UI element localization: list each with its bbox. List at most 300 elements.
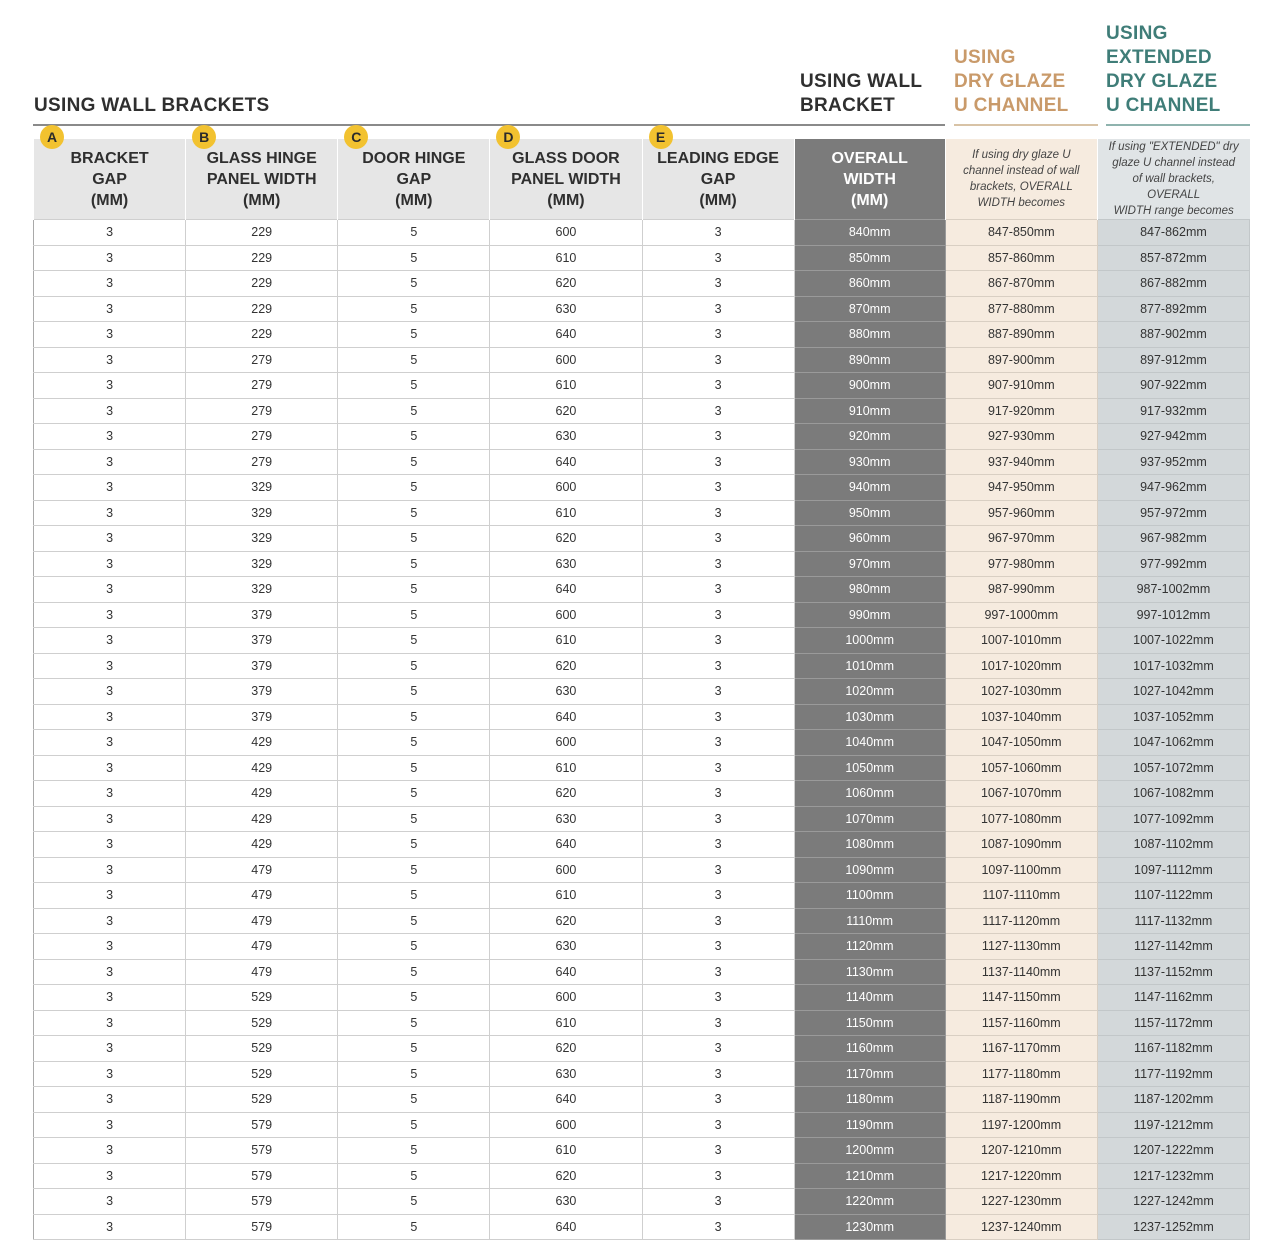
cell-dry-glaze-width: 907-910mm: [945, 373, 1097, 399]
cell-glass-hinge-panel-width: 379: [186, 602, 338, 628]
table-row: [34, 959, 1250, 985]
cell-overall-width: 1010mm: [794, 653, 945, 679]
cell-bracket-gap: 3: [34, 985, 186, 1011]
table-row: [34, 755, 1250, 781]
cell-glass-hinge-panel-width: 279: [186, 347, 338, 373]
cell-dry-glaze-width: 1207-1210mm: [945, 1138, 1097, 1164]
cell-extended-width: 897-912mm: [1097, 347, 1249, 373]
cell-glass-hinge-panel-width: 529: [186, 985, 338, 1011]
cell-glass-hinge-panel-width: 579: [186, 1163, 338, 1189]
cell-overall-width: 880mm: [794, 322, 945, 348]
table-header-row: [34, 139, 1250, 220]
cell-leading-edge-gap: 3: [642, 398, 794, 424]
cell-overall-width: 930mm: [794, 449, 945, 475]
cell-bracket-gap: 3: [34, 1036, 186, 1062]
cell-bracket-gap: 3: [34, 628, 186, 654]
cell-overall-width: 990mm: [794, 602, 945, 628]
cell-glass-door-panel-width: 610: [490, 245, 642, 271]
badge-a: A: [40, 125, 64, 149]
cell-door-hinge-gap: 5: [338, 1087, 490, 1113]
cell-door-hinge-gap: 5: [338, 475, 490, 501]
cell-glass-door-panel-width: 610: [490, 628, 642, 654]
cell-extended-width: 977-992mm: [1097, 551, 1249, 577]
table-row: [34, 271, 1250, 297]
table-row: [34, 602, 1250, 628]
table-row: [34, 526, 1250, 552]
table-row: [34, 475, 1250, 501]
cell-extended-width: 1047-1062mm: [1097, 730, 1249, 756]
cell-glass-hinge-panel-width: 379: [186, 704, 338, 730]
cell-glass-door-panel-width: 610: [490, 1138, 642, 1164]
cell-door-hinge-gap: 5: [338, 322, 490, 348]
cell-leading-edge-gap: 3: [642, 1010, 794, 1036]
cell-extended-width: 847-862mm: [1097, 220, 1249, 246]
table-row: [34, 1189, 1250, 1215]
divider-dry-glaze: [954, 124, 1098, 126]
title-using-wall-brackets: USING WALL BRACKETS: [34, 95, 270, 116]
cell-door-hinge-gap: 5: [338, 959, 490, 985]
table-row: [34, 245, 1250, 271]
cell-leading-edge-gap: 3: [642, 220, 794, 246]
cell-glass-hinge-panel-width: 329: [186, 577, 338, 603]
cell-door-hinge-gap: 5: [338, 245, 490, 271]
cell-glass-door-panel-width: 640: [490, 449, 642, 475]
cell-door-hinge-gap: 5: [338, 730, 490, 756]
cell-glass-door-panel-width: 600: [490, 220, 642, 246]
cell-glass-door-panel-width: 600: [490, 730, 642, 756]
cell-bracket-gap: 3: [34, 1112, 186, 1138]
badge-c: C: [344, 125, 368, 149]
cell-bracket-gap: 3: [34, 959, 186, 985]
cell-leading-edge-gap: 3: [642, 449, 794, 475]
cell-glass-door-panel-width: 600: [490, 347, 642, 373]
cell-bracket-gap: 3: [34, 500, 186, 526]
cell-dry-glaze-width: 1147-1150mm: [945, 985, 1097, 1011]
cell-extended-width: 1217-1232mm: [1097, 1163, 1249, 1189]
cell-door-hinge-gap: 5: [338, 857, 490, 883]
cell-extended-width: 1207-1222mm: [1097, 1138, 1249, 1164]
table-row: [34, 857, 1250, 883]
header-label: DOOR HINGE GAP (MM): [362, 149, 466, 209]
cell-bracket-gap: 3: [34, 577, 186, 603]
cell-extended-width: 1157-1172mm: [1097, 1010, 1249, 1036]
cell-extended-width: 887-902mm: [1097, 322, 1249, 348]
cell-door-hinge-gap: 5: [338, 347, 490, 373]
badge-e: E: [649, 125, 673, 149]
cell-extended-width: 1107-1122mm: [1097, 883, 1249, 909]
cell-overall-width: 840mm: [794, 220, 945, 246]
table-row: [34, 1036, 1250, 1062]
cell-door-hinge-gap: 5: [338, 628, 490, 654]
cell-extended-width: 1167-1182mm: [1097, 1036, 1249, 1062]
cell-overall-width: 1080mm: [794, 832, 945, 858]
width-table: [33, 129, 1250, 1240]
cell-leading-edge-gap: 3: [642, 883, 794, 909]
cell-glass-hinge-panel-width: 329: [186, 475, 338, 501]
cell-dry-glaze-width: 1047-1050mm: [945, 730, 1097, 756]
cell-glass-hinge-panel-width: 429: [186, 781, 338, 807]
cell-glass-door-panel-width: 610: [490, 883, 642, 909]
cell-door-hinge-gap: 5: [338, 908, 490, 934]
cell-leading-edge-gap: 3: [642, 526, 794, 552]
table-row: [34, 934, 1250, 960]
cell-overall-width: 1040mm: [794, 730, 945, 756]
cell-extended-width: 907-922mm: [1097, 373, 1249, 399]
table-row: [34, 551, 1250, 577]
cell-glass-hinge-panel-width: 529: [186, 1087, 338, 1113]
cell-door-hinge-gap: 5: [338, 883, 490, 909]
cell-overall-width: 920mm: [794, 424, 945, 450]
cell-overall-width: 1160mm: [794, 1036, 945, 1062]
cell-overall-width: 1110mm: [794, 908, 945, 934]
cell-dry-glaze-width: 967-970mm: [945, 526, 1097, 552]
cell-dry-glaze-width: 937-940mm: [945, 449, 1097, 475]
cell-leading-edge-gap: 3: [642, 1087, 794, 1113]
cell-dry-glaze-width: 857-860mm: [945, 245, 1097, 271]
cell-extended-width: 1037-1052mm: [1097, 704, 1249, 730]
cell-bracket-gap: 3: [34, 347, 186, 373]
cell-bracket-gap: 3: [34, 322, 186, 348]
cell-glass-hinge-panel-width: 479: [186, 883, 338, 909]
cell-overall-width: 1030mm: [794, 704, 945, 730]
cell-dry-glaze-width: 1187-1190mm: [945, 1087, 1097, 1113]
cell-glass-hinge-panel-width: 379: [186, 679, 338, 705]
cell-bracket-gap: 3: [34, 373, 186, 399]
table-row: [34, 832, 1250, 858]
cell-extended-width: 1177-1192mm: [1097, 1061, 1249, 1087]
cell-glass-door-panel-width: 640: [490, 704, 642, 730]
cell-bracket-gap: 3: [34, 424, 186, 450]
cell-door-hinge-gap: 5: [338, 679, 490, 705]
divider-wall-brackets: [33, 124, 945, 126]
cell-glass-door-panel-width: 630: [490, 806, 642, 832]
cell-dry-glaze-width: 917-920mm: [945, 398, 1097, 424]
cell-bracket-gap: 3: [34, 1214, 186, 1240]
table-row: [34, 347, 1250, 373]
cell-door-hinge-gap: 5: [338, 271, 490, 297]
cell-dry-glaze-width: 1067-1070mm: [945, 781, 1097, 807]
cell-overall-width: 1230mm: [794, 1214, 945, 1240]
table-row: [34, 653, 1250, 679]
header-label: GLASS DOOR PANEL WIDTH (MM): [511, 149, 621, 209]
cell-door-hinge-gap: 5: [338, 1010, 490, 1036]
cell-extended-width: 927-942mm: [1097, 424, 1249, 450]
cell-bracket-gap: 3: [34, 602, 186, 628]
cell-glass-door-panel-width: 610: [490, 755, 642, 781]
cell-overall-width: 1120mm: [794, 934, 945, 960]
cell-leading-edge-gap: 3: [642, 1138, 794, 1164]
cell-dry-glaze-width: 1057-1060mm: [945, 755, 1097, 781]
cell-bracket-gap: 3: [34, 271, 186, 297]
cell-leading-edge-gap: 3: [642, 1214, 794, 1240]
cell-glass-hinge-panel-width: 529: [186, 1010, 338, 1036]
cell-dry-glaze-width: 1177-1180mm: [945, 1061, 1097, 1087]
cell-bracket-gap: 3: [34, 1163, 186, 1189]
cell-glass-hinge-panel-width: 379: [186, 653, 338, 679]
cell-leading-edge-gap: 3: [642, 806, 794, 832]
cell-glass-hinge-panel-width: 529: [186, 1061, 338, 1087]
cell-leading-edge-gap: 3: [642, 1061, 794, 1087]
cell-bracket-gap: 3: [34, 653, 186, 679]
cell-door-hinge-gap: 5: [338, 602, 490, 628]
cell-dry-glaze-width: 877-880mm: [945, 296, 1097, 322]
cell-bracket-gap: 3: [34, 1087, 186, 1113]
table-row: [34, 296, 1250, 322]
cell-glass-door-panel-width: 610: [490, 1010, 642, 1036]
cell-overall-width: 950mm: [794, 500, 945, 526]
cell-dry-glaze-width: 1167-1170mm: [945, 1036, 1097, 1062]
cell-dry-glaze-width: 1117-1120mm: [945, 908, 1097, 934]
cell-bracket-gap: 3: [34, 857, 186, 883]
cell-overall-width: 860mm: [794, 271, 945, 297]
cell-extended-width: 1187-1202mm: [1097, 1087, 1249, 1113]
table-row: [34, 908, 1250, 934]
cell-leading-edge-gap: 3: [642, 1163, 794, 1189]
cell-glass-hinge-panel-width: 279: [186, 398, 338, 424]
cell-dry-glaze-width: 1197-1200mm: [945, 1112, 1097, 1138]
cell-extended-width: 1077-1092mm: [1097, 806, 1249, 832]
title-using-wall-bracket: USING WALL BRACKET: [800, 71, 923, 116]
header-glass-hinge-panel-width: [186, 129, 338, 220]
cell-leading-edge-gap: 3: [642, 296, 794, 322]
cell-bracket-gap: 3: [34, 704, 186, 730]
cell-leading-edge-gap: 3: [642, 832, 794, 858]
cell-dry-glaze-width: 987-990mm: [945, 577, 1097, 603]
cell-door-hinge-gap: 5: [338, 424, 490, 450]
cell-bracket-gap: 3: [34, 526, 186, 552]
cell-overall-width: 1100mm: [794, 883, 945, 909]
cell-door-hinge-gap: 5: [338, 1163, 490, 1189]
cell-overall-width: 1090mm: [794, 857, 945, 883]
cell-door-hinge-gap: 5: [338, 296, 490, 322]
cell-glass-hinge-panel-width: 479: [186, 857, 338, 883]
cell-door-hinge-gap: 5: [338, 806, 490, 832]
cell-overall-width: 1020mm: [794, 679, 945, 705]
table-row: [34, 577, 1250, 603]
cell-leading-edge-gap: 3: [642, 347, 794, 373]
cell-door-hinge-gap: 5: [338, 551, 490, 577]
cell-leading-edge-gap: 3: [642, 755, 794, 781]
cell-dry-glaze-width: 867-870mm: [945, 271, 1097, 297]
cell-glass-hinge-panel-width: 529: [186, 1036, 338, 1062]
table-row: [34, 449, 1250, 475]
cell-door-hinge-gap: 5: [338, 1214, 490, 1240]
header-label: OVERALL WIDTH (MM): [831, 149, 908, 209]
cell-leading-edge-gap: 3: [642, 730, 794, 756]
cell-dry-glaze-width: 1127-1130mm: [945, 934, 1097, 960]
cell-glass-door-panel-width: 610: [490, 500, 642, 526]
cell-overall-width: 970mm: [794, 551, 945, 577]
cell-overall-width: 910mm: [794, 398, 945, 424]
cell-overall-width: 850mm: [794, 245, 945, 271]
cell-overall-width: 1200mm: [794, 1138, 945, 1164]
cell-glass-door-panel-width: 640: [490, 959, 642, 985]
cell-glass-hinge-panel-width: 479: [186, 934, 338, 960]
cell-dry-glaze-width: 1027-1030mm: [945, 679, 1097, 705]
table-row: [34, 730, 1250, 756]
cell-bracket-gap: 3: [34, 245, 186, 271]
cell-overall-width: 1180mm: [794, 1087, 945, 1113]
cell-extended-width: 1017-1032mm: [1097, 653, 1249, 679]
cell-glass-hinge-panel-width: 579: [186, 1189, 338, 1215]
cell-overall-width: 960mm: [794, 526, 945, 552]
cell-overall-width: 1060mm: [794, 781, 945, 807]
cell-extended-width: 987-1002mm: [1097, 577, 1249, 603]
cell-leading-edge-gap: 3: [642, 704, 794, 730]
table-row: [34, 1138, 1250, 1164]
cell-glass-door-panel-width: 630: [490, 551, 642, 577]
cell-glass-door-panel-width: 630: [490, 1189, 642, 1215]
cell-door-hinge-gap: 5: [338, 373, 490, 399]
cell-extended-width: 917-932mm: [1097, 398, 1249, 424]
cell-extended-width: 1097-1112mm: [1097, 857, 1249, 883]
cell-bracket-gap: 3: [34, 908, 186, 934]
cell-door-hinge-gap: 5: [338, 704, 490, 730]
cell-glass-door-panel-width: 600: [490, 985, 642, 1011]
table-row: [34, 220, 1250, 246]
cell-leading-edge-gap: 3: [642, 271, 794, 297]
cell-overall-width: 1070mm: [794, 806, 945, 832]
cell-door-hinge-gap: 5: [338, 449, 490, 475]
cell-overall-width: 1210mm: [794, 1163, 945, 1189]
table-row: [34, 1010, 1250, 1036]
title-dry-glaze-u-channel: USING DRY GLAZE U CHANNEL: [954, 47, 1069, 116]
cell-glass-hinge-panel-width: 229: [186, 220, 338, 246]
cell-glass-door-panel-width: 640: [490, 1087, 642, 1113]
cell-overall-width: 1140mm: [794, 985, 945, 1011]
cell-glass-hinge-panel-width: 279: [186, 424, 338, 450]
cell-extended-width: 877-892mm: [1097, 296, 1249, 322]
cell-glass-hinge-panel-width: 229: [186, 322, 338, 348]
cell-dry-glaze-width: 1237-1240mm: [945, 1214, 1097, 1240]
cell-dry-glaze-width: 997-1000mm: [945, 602, 1097, 628]
cell-dry-glaze-width: 947-950mm: [945, 475, 1097, 501]
cell-bracket-gap: 3: [34, 220, 186, 246]
table-row: [34, 628, 1250, 654]
table-row: [34, 985, 1250, 1011]
cell-dry-glaze-width: 1007-1010mm: [945, 628, 1097, 654]
cell-glass-door-panel-width: 640: [490, 1214, 642, 1240]
cell-overall-width: 1220mm: [794, 1189, 945, 1215]
table-row: [34, 704, 1250, 730]
cell-bracket-gap: 3: [34, 551, 186, 577]
cell-bracket-gap: 3: [34, 449, 186, 475]
cell-glass-hinge-panel-width: 429: [186, 806, 338, 832]
cell-glass-door-panel-width: 620: [490, 908, 642, 934]
cell-leading-edge-gap: 3: [642, 1112, 794, 1138]
cell-glass-hinge-panel-width: 579: [186, 1138, 338, 1164]
header-glass-door-panel-width: [490, 129, 642, 220]
cell-extended-width: 1147-1162mm: [1097, 985, 1249, 1011]
cell-glass-door-panel-width: 630: [490, 296, 642, 322]
cell-glass-hinge-panel-width: 329: [186, 526, 338, 552]
cell-glass-door-panel-width: 620: [490, 781, 642, 807]
cell-glass-door-panel-width: 620: [490, 1163, 642, 1189]
cell-overall-width: 890mm: [794, 347, 945, 373]
cell-extended-width: 857-872mm: [1097, 245, 1249, 271]
cell-dry-glaze-width: 887-890mm: [945, 322, 1097, 348]
cell-glass-hinge-panel-width: 579: [186, 1112, 338, 1138]
cell-glass-door-panel-width: 600: [490, 1112, 642, 1138]
cell-glass-hinge-panel-width: 429: [186, 730, 338, 756]
cell-bracket-gap: 3: [34, 1189, 186, 1215]
table-row: [34, 500, 1250, 526]
cell-dry-glaze-width: 927-930mm: [945, 424, 1097, 450]
cell-bracket-gap: 3: [34, 475, 186, 501]
cell-bracket-gap: 3: [34, 1061, 186, 1087]
cell-overall-width: 900mm: [794, 373, 945, 399]
table-row: [34, 806, 1250, 832]
cell-leading-edge-gap: 3: [642, 628, 794, 654]
cell-glass-door-panel-width: 630: [490, 934, 642, 960]
cell-bracket-gap: 3: [34, 781, 186, 807]
cell-extended-width: 1027-1042mm: [1097, 679, 1249, 705]
cell-glass-door-panel-width: 610: [490, 373, 642, 399]
cell-extended-width: 1237-1252mm: [1097, 1214, 1249, 1240]
table-row: [34, 322, 1250, 348]
cell-glass-door-panel-width: 600: [490, 602, 642, 628]
cell-door-hinge-gap: 5: [338, 398, 490, 424]
cell-door-hinge-gap: 5: [338, 934, 490, 960]
cell-bracket-gap: 3: [34, 679, 186, 705]
header-label: GLASS HINGE PANEL WIDTH (MM): [206, 149, 317, 209]
cell-bracket-gap: 3: [34, 934, 186, 960]
cell-extended-width: 1057-1072mm: [1097, 755, 1249, 781]
cell-extended-width: 1137-1152mm: [1097, 959, 1249, 985]
cell-glass-door-panel-width: 640: [490, 577, 642, 603]
cell-extended-width: 1007-1022mm: [1097, 628, 1249, 654]
table-row: [34, 1214, 1250, 1240]
table-row: [34, 883, 1250, 909]
cell-glass-hinge-panel-width: 429: [186, 832, 338, 858]
cell-leading-edge-gap: 3: [642, 653, 794, 679]
header-label: LEADING EDGE GAP (MM): [657, 149, 779, 209]
header-bracket-gap: [34, 129, 186, 220]
cell-bracket-gap: 3: [34, 1138, 186, 1164]
cell-glass-door-panel-width: 620: [490, 1036, 642, 1062]
cell-dry-glaze-width: 977-980mm: [945, 551, 1097, 577]
cell-dry-glaze-width: 1137-1140mm: [945, 959, 1097, 985]
cell-glass-hinge-panel-width: 479: [186, 959, 338, 985]
cell-glass-door-panel-width: 630: [490, 679, 642, 705]
cell-leading-edge-gap: 3: [642, 934, 794, 960]
table-row: [34, 373, 1250, 399]
cell-glass-door-panel-width: 620: [490, 271, 642, 297]
cell-glass-door-panel-width: 640: [490, 832, 642, 858]
cell-extended-width: 867-882mm: [1097, 271, 1249, 297]
cell-door-hinge-gap: 5: [338, 1138, 490, 1164]
cell-dry-glaze-width: 897-900mm: [945, 347, 1097, 373]
table-row: [34, 398, 1250, 424]
cell-overall-width: 1000mm: [794, 628, 945, 654]
cell-dry-glaze-width: 1227-1230mm: [945, 1189, 1097, 1215]
cell-leading-edge-gap: 3: [642, 577, 794, 603]
cell-extended-width: 1067-1082mm: [1097, 781, 1249, 807]
cell-dry-glaze-width: 1157-1160mm: [945, 1010, 1097, 1036]
cell-bracket-gap: 3: [34, 832, 186, 858]
cell-leading-edge-gap: 3: [642, 781, 794, 807]
cell-glass-hinge-panel-width: 229: [186, 245, 338, 271]
badge-b: B: [192, 125, 216, 149]
cell-glass-hinge-panel-width: 279: [186, 373, 338, 399]
cell-leading-edge-gap: 3: [642, 245, 794, 271]
cell-door-hinge-gap: 5: [338, 1036, 490, 1062]
cell-extended-width: 1197-1212mm: [1097, 1112, 1249, 1138]
cell-leading-edge-gap: 3: [642, 1036, 794, 1062]
cell-extended-width: 1127-1142mm: [1097, 934, 1249, 960]
cell-dry-glaze-width: 1077-1080mm: [945, 806, 1097, 832]
cell-glass-hinge-panel-width: 429: [186, 755, 338, 781]
